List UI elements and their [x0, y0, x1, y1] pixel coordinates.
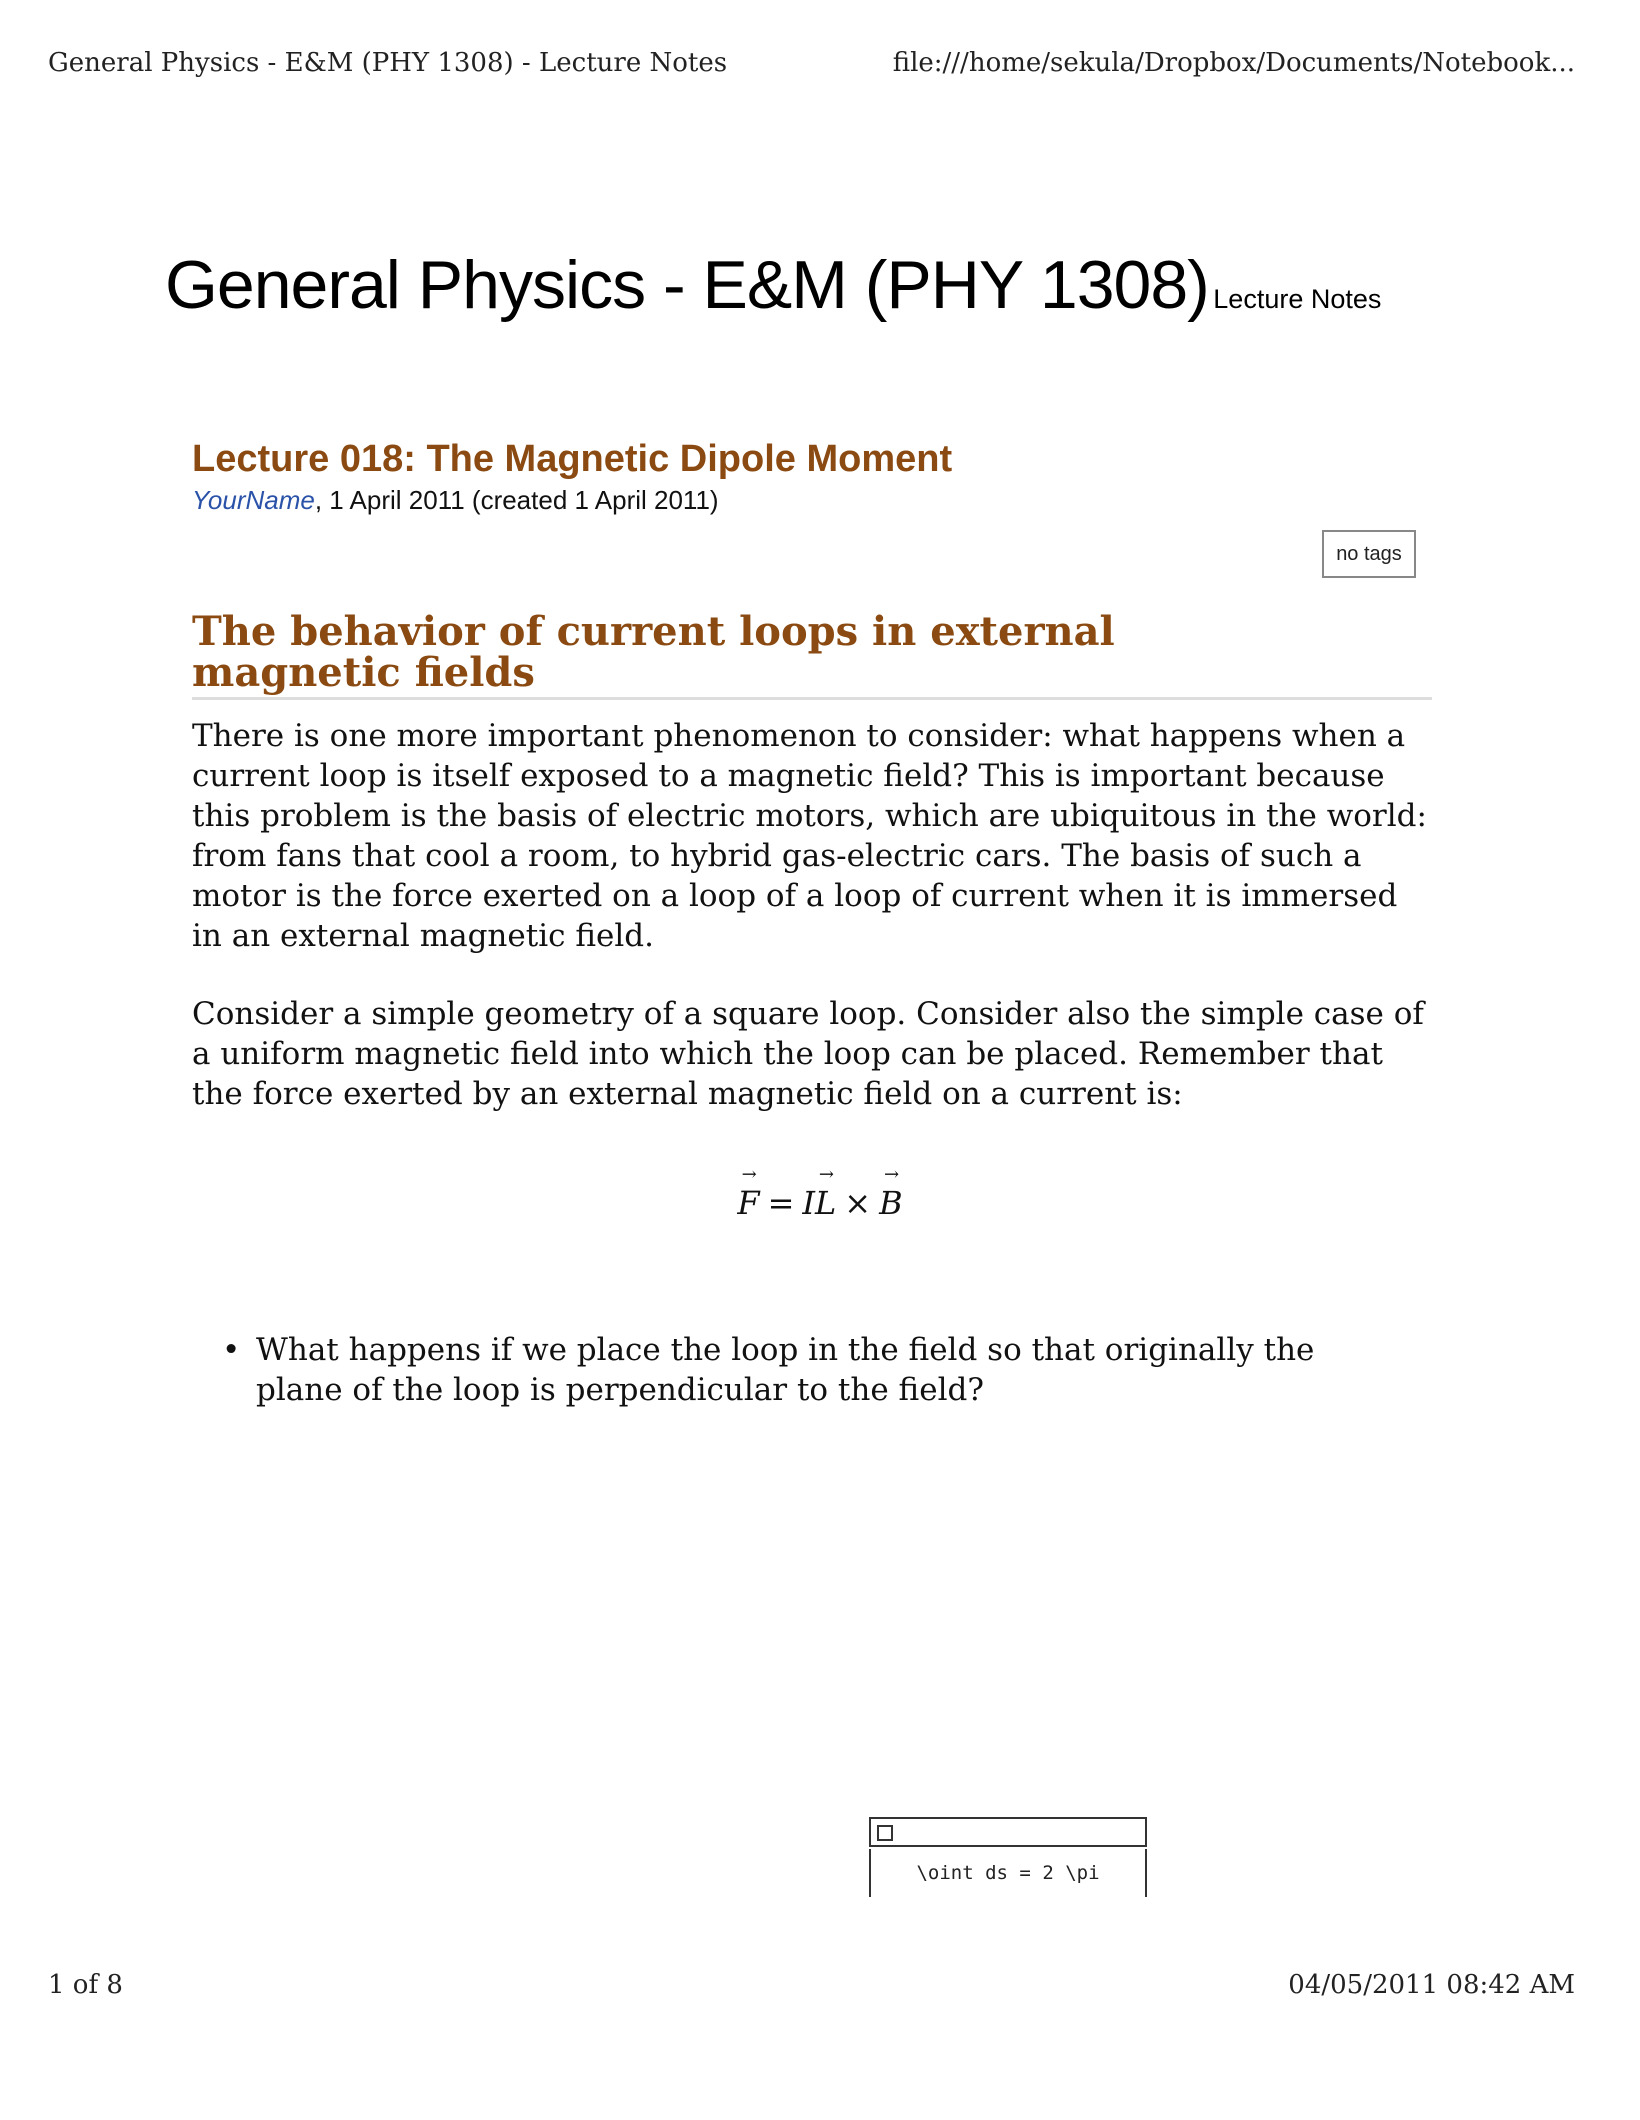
print-timestamp: 04/05/2011 08:42 AM [1288, 1970, 1575, 2000]
widget-toolbar [869, 1817, 1147, 1847]
section-heading [192, 608, 1432, 700]
widget-checkbox[interactable] [877, 1825, 893, 1841]
entry-title[interactable]: Lecture 018: The Magnetic Dipole Moment [192, 438, 953, 480]
paragraph-1: There is one more important phenomenon to consider: what happens when a current loop is itself exposed to a magnetic field? This is important because this problem is the basis of electric motors, which are ubiquitous in the world: from fans that cool a room, to hybrid gas-electric cars. The basis of such a motor is the force exerted on a loop of a loop of current when it is immersed in an external magnetic field. [192, 718, 1427, 954]
author-link[interactable]: YourName [192, 485, 315, 515]
entry-meta [192, 485, 1432, 516]
list-item: • What happens if we place the loop in the field so that originally the plane of the loop is perpendicular to the field? [222, 1330, 1392, 1410]
page-count: 1 of 8 [48, 1970, 123, 2000]
eq-force-vector: → F [737, 1184, 759, 1222]
question-list [222, 1330, 1392, 1410]
tags-button[interactable]: no tags [1322, 530, 1416, 578]
eq-field-vector: → B [879, 1184, 903, 1222]
entry-date: , 1 April 2011 (created 1 April 2011) [314, 485, 719, 515]
section-heading-text: The behavior of current loops in external magnetic fields [192, 608, 1115, 697]
paragraph-2: Consider a simple geometry of a square loop. Consider also the simple case of a uniform magnetic field into which the loop can be placed. Remember that the force exerted by an external magnetic field on a current is: [192, 996, 1424, 1112]
print-header-title: General Physics - E&M (PHY 1308) - Lecture Notes [48, 48, 728, 78]
widget-code: \oint ds = 2 \pi [869, 1849, 1147, 1897]
eq-equals: = [767, 1184, 795, 1222]
force-equation [0, 1184, 1640, 1222]
eq-length-vector: → L [815, 1184, 836, 1222]
site-title-sub: Lecture Notes [1213, 284, 1382, 314]
eq-current: I [802, 1184, 816, 1222]
eq-cross: × [844, 1184, 872, 1222]
site-title [165, 248, 1465, 323]
site-title-main: General Physics - E&M (PHY 1308) [165, 247, 1209, 323]
print-header-url: file:///home/sekula/Dropbox/Documents/Notebook... [892, 48, 1575, 78]
entry-header [192, 438, 1432, 516]
latex-widget [869, 1817, 1149, 1897]
